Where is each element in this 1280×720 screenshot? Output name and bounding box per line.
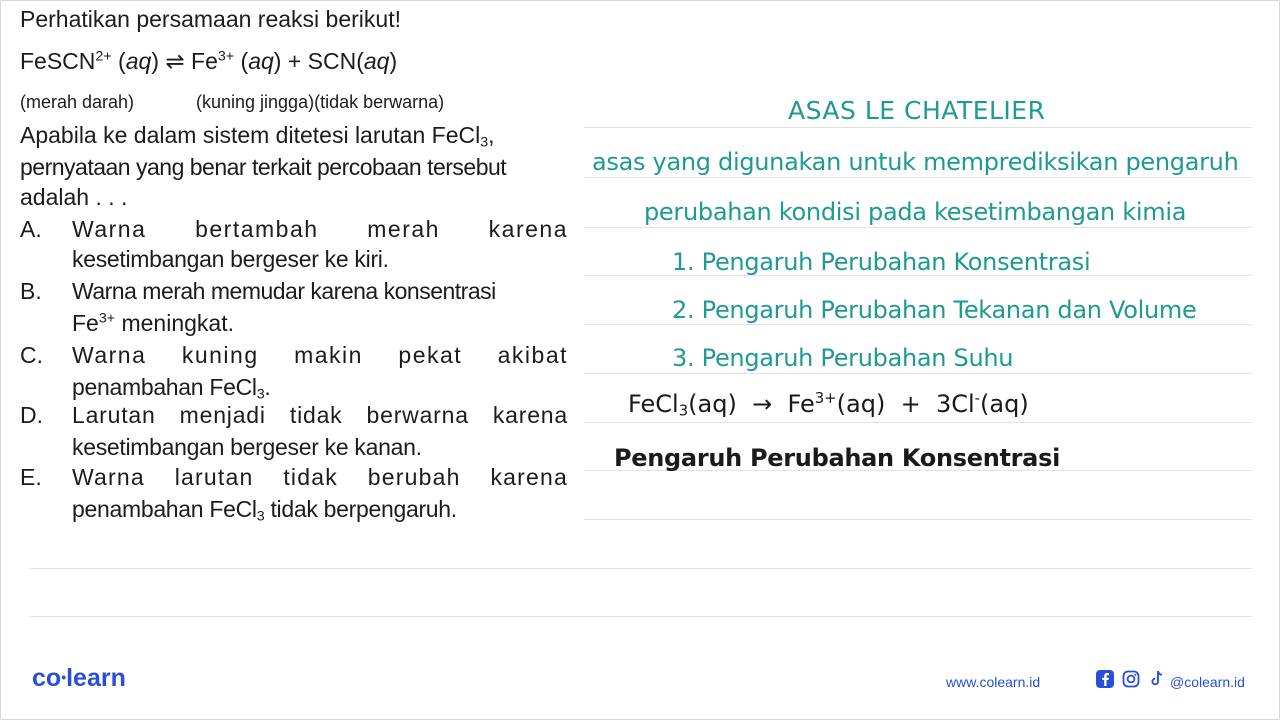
notes-subheading: Pengaruh Perubahan Konsentrasi <box>614 444 1060 472</box>
stem-text: Apabila ke dalam sistem ditetesi larutan FeCl <box>20 122 481 148</box>
eq-charge: 2+ <box>95 48 112 65</box>
option-letter: E. <box>20 464 42 490</box>
social-handle[interactable]: @colearn.id <box>1170 674 1245 690</box>
option-text-line1: Warna bertambah merah karena <box>72 216 568 242</box>
logo-part: learn <box>66 664 126 692</box>
option-text-part: tidak berpengaruh. <box>264 496 457 522</box>
eq-part: ( <box>111 48 126 74</box>
ruled-line <box>584 227 1252 228</box>
option-charge: 3+ <box>98 310 116 327</box>
social-icons <box>1096 670 1166 688</box>
option-text-part: penambahan FeCl <box>72 496 257 522</box>
stem-subscript: 3 <box>480 134 489 151</box>
option-b[interactable] <box>20 278 568 342</box>
question-intro: Perhatikan persamaan reaksi berikut! <box>20 6 401 32</box>
option-letter: C. <box>20 342 43 368</box>
option-a[interactable] <box>20 216 568 280</box>
notes-item-3: 3. Pengaruh Perubahan Suhu <box>672 344 1014 372</box>
option-text-line2: kesetimbangan bergeser ke kanan. <box>72 434 422 460</box>
reaction-equation <box>20 48 397 75</box>
eq-charge: 3+ <box>217 48 235 65</box>
notes-definition-line1: asas yang digunakan untuk memprediksikan pengaruh <box>592 148 1239 176</box>
option-text-line1: Larutan menjadi tidak berwarna karena <box>72 402 568 428</box>
option-letter: A. <box>20 216 42 242</box>
ruled-line <box>584 127 1252 128</box>
option-text-part: . <box>264 374 271 400</box>
eq-state: aq <box>363 48 390 74</box>
question-stem-line1 <box>20 122 495 149</box>
rx-charge: 3+ <box>814 389 837 408</box>
eq-state: aq <box>248 48 274 74</box>
notes-item-1: 1. Pengaruh Perubahan Konsentrasi <box>672 248 1091 276</box>
rx-part: (aq) + 3Cl <box>836 390 975 418</box>
website-link[interactable]: www.colearn.id <box>946 674 1041 690</box>
option-text-part: penambahan FeCl <box>72 374 257 400</box>
question-stem-line3: adalah . . . <box>20 184 128 210</box>
option-text-part: meningkat. <box>115 310 234 336</box>
instagram-icon[interactable] <box>1122 670 1140 688</box>
option-subscript: 3 <box>256 508 265 525</box>
logo-dot-icon: • <box>61 669 67 685</box>
option-text-line1: Warna kuning makin pekat akibat <box>72 342 568 368</box>
ruled-line <box>584 519 1252 520</box>
rx-part: (aq) → Fe <box>688 390 815 418</box>
ruled-line <box>584 422 1252 423</box>
question-stem-line2: pernyataan yang benar terkait percobaan tersebut <box>20 154 507 180</box>
option-text-line1: Warna larutan tidak berubah karena <box>72 464 568 490</box>
eq-part: ) <box>389 48 398 74</box>
option-text-line2: kesetimbangan bergeser ke kiri. <box>72 246 389 272</box>
tiktok-icon[interactable] <box>1148 670 1166 688</box>
option-e[interactable] <box>20 464 568 528</box>
eq-part: ) + SCN( <box>273 48 364 74</box>
ruled-line <box>30 568 1252 569</box>
rx-part: (aq) <box>980 390 1029 418</box>
colearn-logo <box>32 664 126 693</box>
rx-part: FeCl <box>628 390 679 418</box>
option-text-line1: Warna merah memudar karena konsentrasi <box>72 278 496 304</box>
logo-part: co <box>32 664 62 692</box>
option-text-line2 <box>72 496 568 523</box>
notes-title: ASAS LE CHATELIER <box>788 96 1046 125</box>
eq-part: ) ⇌ Fe <box>151 48 218 74</box>
option-text-line2 <box>72 374 568 401</box>
ruled-line <box>584 177 1252 178</box>
ruled-line <box>584 373 1252 374</box>
ruled-line <box>30 616 1252 617</box>
notes-definition-line2: perubahan kondisi pada kesetimbangan kimia <box>644 198 1187 226</box>
ruled-line <box>584 324 1252 325</box>
option-text-part: Fe <box>72 310 99 336</box>
color-label-red: (merah darah) <box>20 92 135 112</box>
rx-subscript: 3 <box>678 401 689 420</box>
option-subscript: 3 <box>256 386 265 403</box>
rx-charge: - <box>974 389 981 408</box>
eq-part: ( <box>234 48 249 74</box>
option-text-line2 <box>72 310 568 337</box>
facebook-icon[interactable] <box>1096 670 1114 688</box>
notes-dissociation-reaction <box>628 390 1029 418</box>
stem-text: , <box>488 122 495 148</box>
option-letter: D. <box>20 402 43 428</box>
color-label-yellow-colorless: (kuning jingga)(tidak berwarna) <box>196 92 445 112</box>
option-d[interactable] <box>20 402 568 466</box>
eq-state: aq <box>125 48 152 74</box>
notes-item-2: 2. Pengaruh Perubahan Tekanan dan Volume <box>672 296 1197 324</box>
option-c[interactable] <box>20 342 568 406</box>
option-letter: B. <box>20 278 42 304</box>
eq-part: FeSCN <box>20 48 96 74</box>
